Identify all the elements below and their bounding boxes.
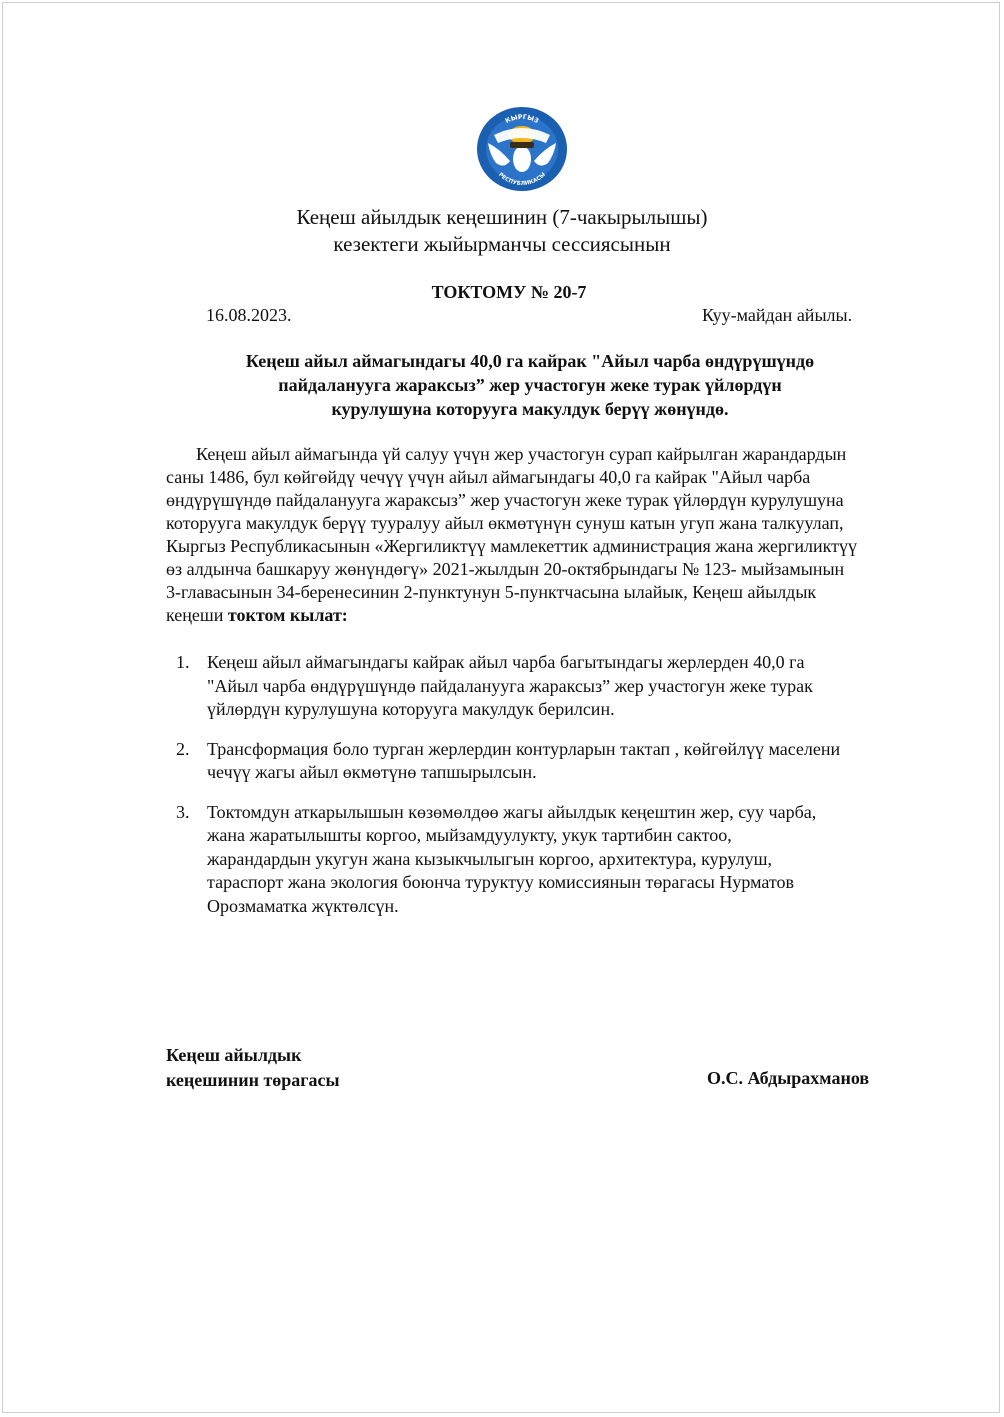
item-number: 3. xyxy=(176,801,190,822)
item-line: жарандардын укугун жана кызыкчылыгын коргоо, архитектура, курулуш, xyxy=(207,848,772,869)
decree-subject xyxy=(200,349,860,421)
decree-items xyxy=(176,651,946,934)
item-line: Трансформация боло турган жерлердин контурларын тактап , көйгөйлүү маселени xyxy=(207,738,841,759)
item-number: 1. xyxy=(176,652,190,672)
emblem-bird-body xyxy=(513,146,531,172)
decree-item xyxy=(176,738,946,785)
signer-name: О.С. Абдырахманов xyxy=(707,1068,870,1088)
signature-title-line-2: кеңешинин төрагасы xyxy=(166,1070,340,1090)
decree-item xyxy=(176,801,946,919)
preamble-last-plain: кеңеши xyxy=(166,605,228,625)
item-line: Кеңеш айыл аймагындагы кайрак айыл чарба багытындагы жерлерден 40,0 га xyxy=(207,652,805,672)
preamble-line: 3-главасынын 34-беренесинин 2-пунктунун 5-пунктчасына ылайык, Кеңеш айылдык xyxy=(166,582,817,602)
item-line: Токтомдун аткарылышын көзөмөлдөө жагы айылдык кеңештин жер, суу чарба, xyxy=(207,801,817,822)
subject-line-3: курулушуна которууга макулдук берүү жөнүндө. xyxy=(331,399,729,419)
preamble-line: саны 1486, бул көйгөйдү чечүү үчүн айыл аймагындагы 40,0 га кайрак "Айыл чарба xyxy=(166,467,811,487)
item-number: 2. xyxy=(176,738,190,759)
decree-item xyxy=(176,651,946,722)
preamble-line: өз алдынча башкаруу жөнүндөгү» 2021-жылдын 20-октябрындагы № 123- мыйзамынын xyxy=(166,559,845,579)
emblem-top-text: КЫРГЫЗ xyxy=(503,112,541,125)
item-line: Орозмаматка жүктөлсүн. xyxy=(207,895,399,916)
emblem-bottom-text: РЕСПУБЛИКАСЫ xyxy=(497,171,547,188)
item-line: үйлөрдүн курулушуна которууга макулдук берилсин. xyxy=(207,699,615,719)
item-line: жана жаратылышты коргоо, мыйзамдуулукту, укук тартибин сактоо, xyxy=(207,825,732,845)
preamble-paragraph xyxy=(166,443,936,627)
preamble-line: өндүрүшүндө пайдаланууга жараксыз” жер участогун жеке турак үйлөрдүн курулушуна xyxy=(166,490,844,510)
item-line: тараспорт жана экология боюнча туруктуу комиссиянын төрагасы Нурматов xyxy=(207,872,794,892)
kyrgyz-emblem-logo xyxy=(474,105,570,193)
decree-date: 16.08.2023. xyxy=(206,305,292,325)
decree-place: Куу-майдан айылы. xyxy=(702,305,853,325)
emblem-tunduk xyxy=(510,142,534,148)
header-line-1: Кеңеш айылдык кеңешинин (7-чакырылышы) xyxy=(296,205,708,229)
item-line: чечүү жагы айыл өкмөтүнө тапшырылсын. xyxy=(207,762,537,782)
council-header xyxy=(0,204,1004,258)
item-line: "Айыл чарба өндүрүшүндө пайдаланууга жараксыз” жер участогун жеке турак xyxy=(207,675,813,696)
decree-resolves: токтом кылат: xyxy=(227,605,348,625)
signature-title-line-1: Кеңеш айылдык xyxy=(166,1045,302,1065)
subject-line-1: Кеңеш айыл аймагындагы 40,0 га кайрак "Айыл чарба өндүрүшүндө xyxy=(245,351,815,371)
preamble-line: Кыргыз Республикасынын «Жергиликтүү мамлекеттик администрация жана жергиликтүү xyxy=(166,536,858,556)
preamble-line: Кеңеш айыл аймагында үй салуу үчүн жер участогун сурап кайрылган жарандардын xyxy=(196,444,847,464)
header-line-2: кезектеги жыйырманчы сессиясынын xyxy=(333,232,671,256)
preamble-last-line xyxy=(166,604,936,627)
preamble-line: которууга макулдук берүү тууралуу айыл өкмөтүнүн сунуш катын угуп жана талкуулап, xyxy=(166,513,844,533)
decree-title: ТОКТОМУ № 20-7 xyxy=(431,282,587,302)
subject-line-2: пайдаланууга жараксыз” жер участогун жеке турак үйлөрдүн xyxy=(278,375,782,395)
signature-block xyxy=(166,1043,340,1093)
